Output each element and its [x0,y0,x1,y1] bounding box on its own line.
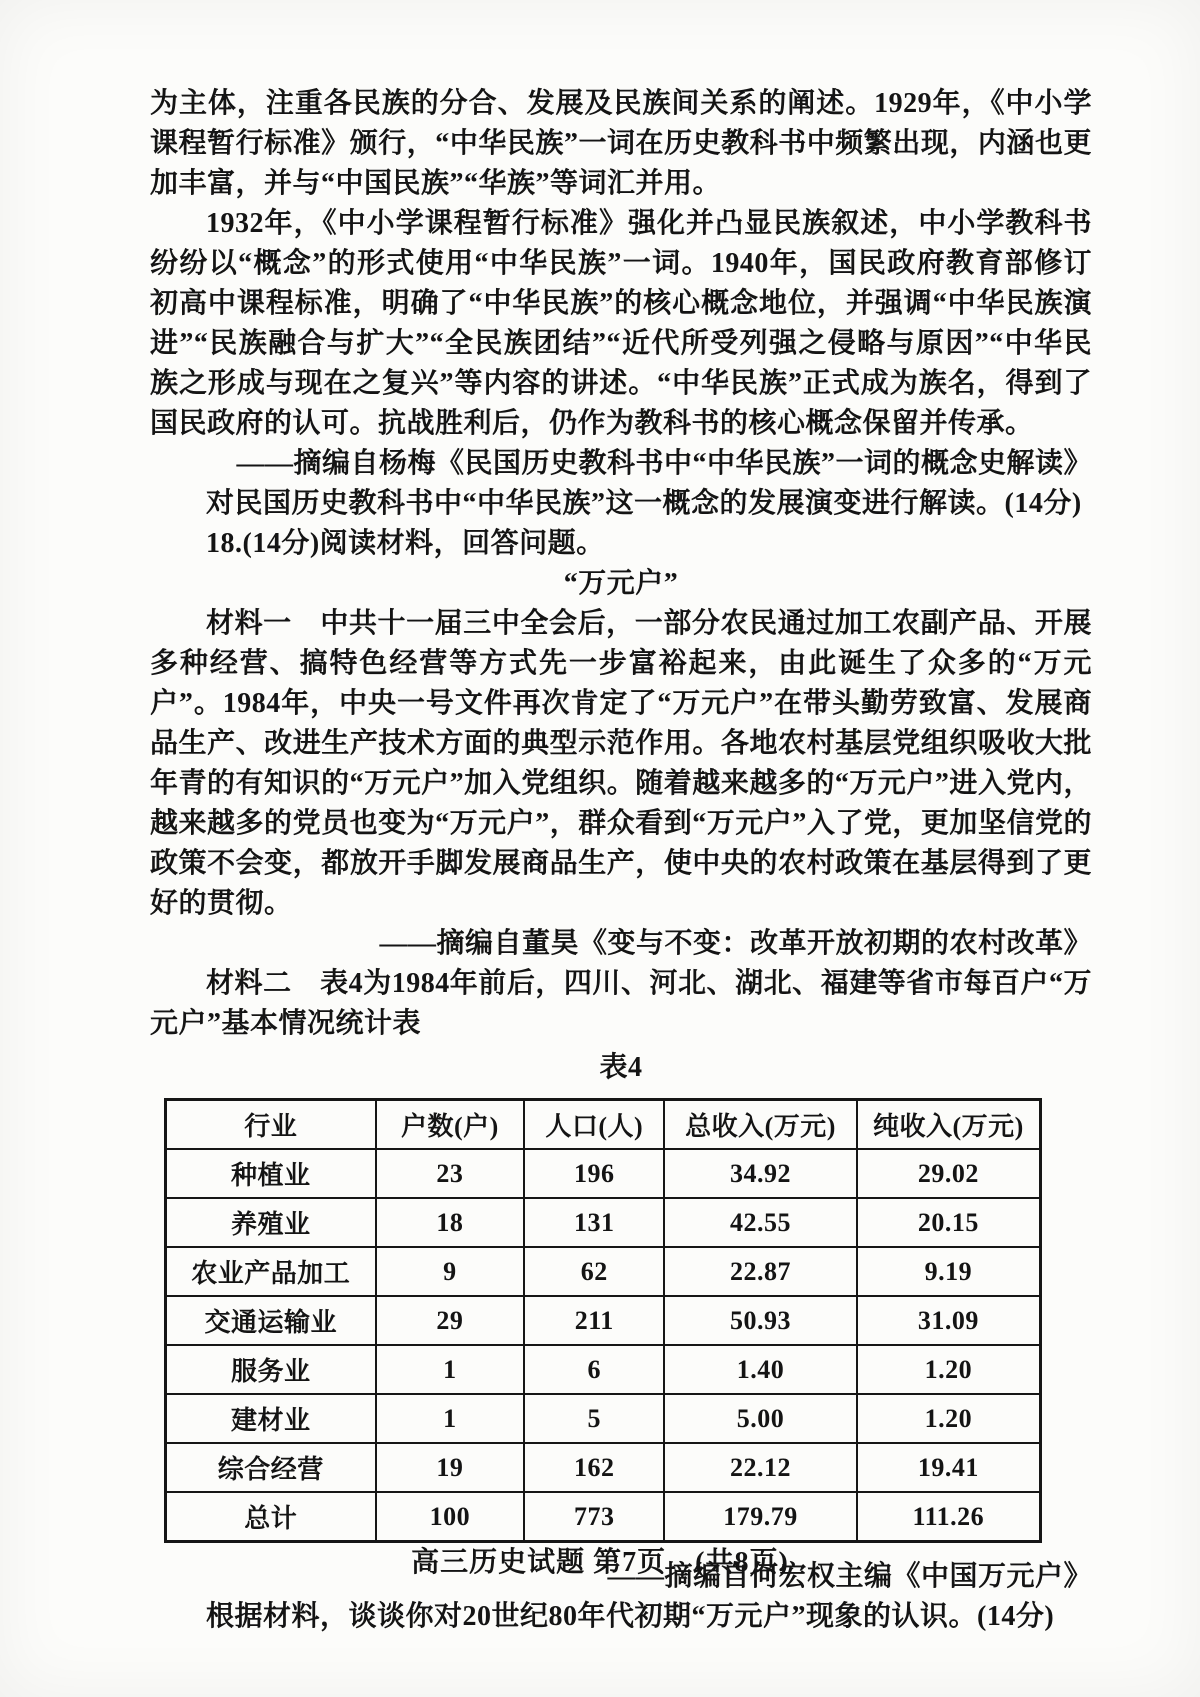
table-cell: 42.55 [664,1198,857,1247]
table-cell: 农业产品加工 [166,1247,376,1296]
table-cell: 111.26 [857,1492,1041,1542]
q18-material1-paragraph: 材料一 中共十一届三中全会后，一部分农民通过加工农副产品、开展多种经营、搞特色经营等方式先一步富裕起来，由此诞生了众多的“万元户”。1984年，中央一号文件再次肯定了“万元户”在带头勤劳致富、发展商品生产、改进生产技术方面的典型示范作用。各地农村基层党组织吸收大批年青的有知识的“万元户”加入党组织。随着越来越多的“万元户”进入党内，越来越多的党员也变为“万元户”，群众看到“万元户”入了党，更加坚信党的政策不会变，都放开手脚发展商品生产，使中央的农村政策在基层得到了更好的贯彻。 [150,608,1092,919]
table-cell: 196 [524,1149,664,1198]
table-cell: 34.92 [664,1149,857,1198]
table-cell: 9.19 [857,1247,1041,1296]
table-cell: 1.20 [857,1345,1041,1394]
table-cell: 100 [376,1492,525,1542]
table-cell: 162 [524,1443,664,1492]
q17-paragraph-1932: 1932年，《中小学课程暂行标准》强化并凸显民族叙述，中小学教科书纷纷以“概念”的形式使用“中华民族”一词。1940年，国民政府教育部修订初高中课程标准，明确了“中华民族”的核心概念地位，并强调“中华民族演进”“民族融合与扩大”“全民族团结”“近代所受列强之侵略与原因”“中华民族之形成与现在之复兴”等内容的讲述。“中华民族”正式成为族名，得到了国民政府的认可。抗战胜利后，仍作为教科书的核心概念保留并传承。 [150,208,1092,439]
table-title: 表4 [599,1052,643,1083]
table-cell: 建材业 [166,1394,376,1443]
table-row [166,1247,1041,1296]
table-header-industry: 行业 [166,1100,376,1150]
table-cell: 22.12 [664,1443,857,1492]
table-cell: 20.15 [857,1198,1041,1247]
table-row [166,1394,1041,1443]
table-cell: 773 [524,1492,664,1542]
table-cell: 131 [524,1198,664,1247]
table-header-total-income: 总收入(万元) [664,1100,857,1150]
table-cell: 1.40 [664,1345,857,1394]
table-cell: 9 [376,1247,525,1296]
table-cell: 5.00 [664,1394,857,1443]
table-cell: 总计 [166,1492,376,1542]
table-cell: 23 [376,1149,525,1198]
table-row [166,1443,1041,1492]
table-row [166,1198,1041,1247]
q18-material1-citation: ——摘编自董昊《变与不变：改革开放初期的农村改革》 [379,928,1092,959]
table-cell: 18 [376,1198,525,1247]
table-cell: 1.20 [857,1394,1041,1443]
table-cell: 62 [524,1247,664,1296]
table-cell: 211 [524,1296,664,1345]
table-cell: 31.09 [857,1296,1041,1345]
table-header-row [166,1100,1041,1150]
table-cell: 29.02 [857,1149,1041,1198]
wanyuanhu-statistics-table [164,1098,1042,1543]
table-row [166,1296,1041,1345]
table-header-net-income: 纯收入(万元) [857,1100,1041,1150]
table-cell: 6 [524,1345,664,1394]
q17-source-citation: ——摘编自杨梅《民国历史教科书中“中华民族”一词的概念史解读》 [236,448,1092,479]
table-cell: 22.87 [664,1247,857,1296]
table-cell: 服务业 [166,1345,376,1394]
q17-question: 对民国历史教科书中“中华民族”这一概念的发展演变进行解读。(14分) [206,488,1082,519]
table-cell: 1 [376,1345,525,1394]
table-cell: 综合经营 [166,1443,376,1492]
table-cell: 29 [376,1296,525,1345]
q18-heading: 18.(14分)阅读材料，回答问题。 [206,528,605,559]
table-header-households: 户数(户) [376,1100,525,1150]
table-row [166,1492,1041,1542]
table-cell: 交通运输业 [166,1296,376,1345]
table-cell: 1 [376,1394,525,1443]
q18-question: 根据材料，谈谈你对20世纪80年代初期“万元户”现象的认识。(14分) [206,1601,1055,1632]
page-footer: 高三历史试题 第7页 (共8页) [411,1547,789,1578]
table-cell: 19.41 [857,1443,1041,1492]
table-header-population: 人口(人) [524,1100,664,1150]
table-cell: 种植业 [166,1149,376,1198]
q17-continuation-paragraph: 为主体，注重各民族的分合、发展及民族间关系的阐述。1929年，《中小学课程暂行标准》颁行，“中华民族”一词在历史教科书中频繁出现，内涵也更加丰富，并与“中国民族”“华族”等词汇并用。 [150,88,1092,199]
table-row [166,1149,1041,1198]
table-source-citation: ——摘编自何宏权主编《中国万元户》 [607,1561,1092,1592]
q18-subtitle: “万元户” [563,568,679,599]
q18-material2-intro: 材料二 表4为1984年前后，四川、河北、湖北、福建等省市每百户“万元户”基本情况统计表 [150,968,1092,1039]
table-cell: 养殖业 [166,1198,376,1247]
table-row [166,1345,1041,1394]
table-cell: 179.79 [664,1492,857,1542]
table-cell: 5 [524,1394,664,1443]
page-content [150,84,1092,1637]
table-cell: 19 [376,1443,525,1492]
table-cell: 50.93 [664,1296,857,1345]
